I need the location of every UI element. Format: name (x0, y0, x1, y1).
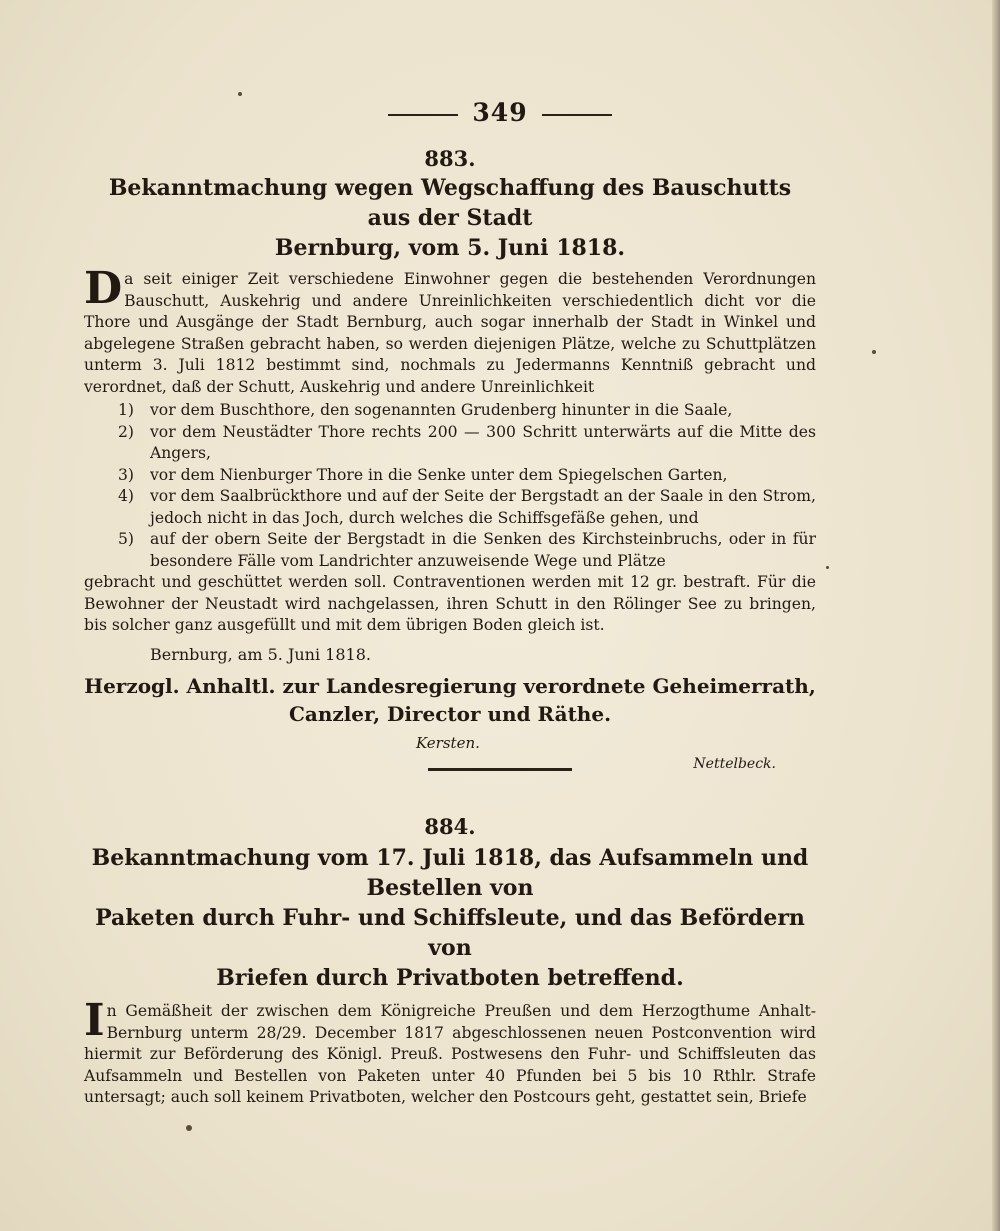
list-item: 5) auf der obern Seite der Bergstadt in die Senken des Kirchsteinbruchs, oder in für besondere Fälle vom Landrichter anzuweisende Wege und Plätze (118, 530, 816, 570)
paper-speck (826, 566, 829, 569)
page-number: 349 (472, 98, 528, 127)
list-item: 3) vor dem Nienburger Thore in die Senke unter dem Spiegelschen Garten, (118, 465, 728, 484)
notice-883 (84, 146, 816, 772)
notice-title-line: Paketen durch Fuhr- und Schiffsleute, und das Befördern von (95, 905, 805, 961)
notice-title-line: Bekanntmachung wegen Wegschaffung des Bauschutts aus der Stadt (108, 175, 792, 231)
notice-intro (84, 263, 816, 398)
dump-site-list (84, 400, 816, 572)
notice-closing: gebracht und geschüttet werden soll. Contraventionen werden mit 12 gr. bestraft. Für die Bewohner der Neustadt wird nachgelassen, ihren Schutt in den Rölinger See zu bringen, bis solcher ganz ausgefüllt und mit dem übrigen Boden gleich ist. (84, 573, 816, 634)
page-number-row (0, 98, 1000, 127)
notice-title (84, 843, 816, 993)
authority-line: Herzogl. Anhaltl. zur Landesregierung verordnete Geheimerrath, (84, 673, 816, 698)
signature-nettelbeck: Nettelbeck. (693, 755, 776, 772)
authority-line: Canzler, Director und Räthe. (288, 701, 612, 726)
paper-speck (872, 350, 876, 354)
notice-884 (84, 814, 816, 1109)
paper-speck (238, 92, 242, 96)
notice-title (84, 173, 816, 263)
notice-title-line: Bekanntmachung vom 17. Juli 1818, das Aufsammeln und Bestellen von (91, 845, 809, 901)
page-number-rule-left (388, 114, 458, 116)
page-edge (992, 0, 1000, 1231)
intro-text: n Gemäßheit der zwischen dem Königreiche Preußen und dem Herzogthume Anhalt-Bernburg unterm 28/29. December 1817 abgeschlossenen neuen Postconvention wird hiermit zur Beförderung des Königl. Preuß. Postwesens den Fuhr- und Schiffsleuten das Aufsammeln und Bestellen von Paketen unter 40 Pfunden bei 5 bis 10 Rthlr. Strafe untersagt; auch soll keinem Privatboten, welcher den Postcours geht, gestattet sein, Briefe (84, 1002, 816, 1106)
list-item: 2) vor dem Neustädter Thore rechts 200 — 300 Schritt unterwärts auf die Mitte des Angers, (118, 422, 816, 462)
drop-initial: D (84, 263, 123, 314)
notice-number: 884. (424, 814, 476, 839)
signature-kersten: Kersten. (416, 733, 480, 752)
page-number-rule-right (542, 114, 612, 116)
intro-text: a seit einiger Zeit verschiedene Einwohner gegen die bestehenden Verordnungen Bauschutt, Auskehrig und andere Unreinlichkeiten verschiedentlich dicht vor die Thore und Ausgänge der Stadt Bernburg, auch sogar innerhalb der Stadt in Winkel und abgelegene Straßen gebracht haben, so werden diejenigen Plätze, welche zu Schuttplätzen unterm 3. Juli 1812 bestimmt sind, nochmals zu Jedermanns Kenntniß gebracht und verordnet, daß der Schutt, Auskehrig und andere Unreinlichkeit (84, 270, 816, 396)
notice-title-line: Briefen durch Privatboten betreffend. (216, 965, 684, 991)
list-item: 1) vor dem Buschthore, den sogenannten Grudenberg hinunter in die Saale, (118, 401, 733, 419)
paper-speck (186, 1125, 192, 1131)
issuing-authority (84, 672, 816, 728)
notice-intro (84, 995, 816, 1109)
drop-initial: I (84, 995, 105, 1046)
notice-number: 883. (424, 146, 476, 171)
list-item: 4) vor dem Saalbrückthore und auf der Seite der Bergstadt an der Saale in den Strom, jedoch nicht in das Joch, durch welches die Schiffsgefäße gehen, und (118, 487, 816, 527)
section-divider (428, 768, 572, 771)
notice-title-line: Bernburg, vom 5. Juni 1818. (274, 235, 626, 261)
notice-date: Bernburg, am 5. Juni 1818. (150, 644, 371, 664)
